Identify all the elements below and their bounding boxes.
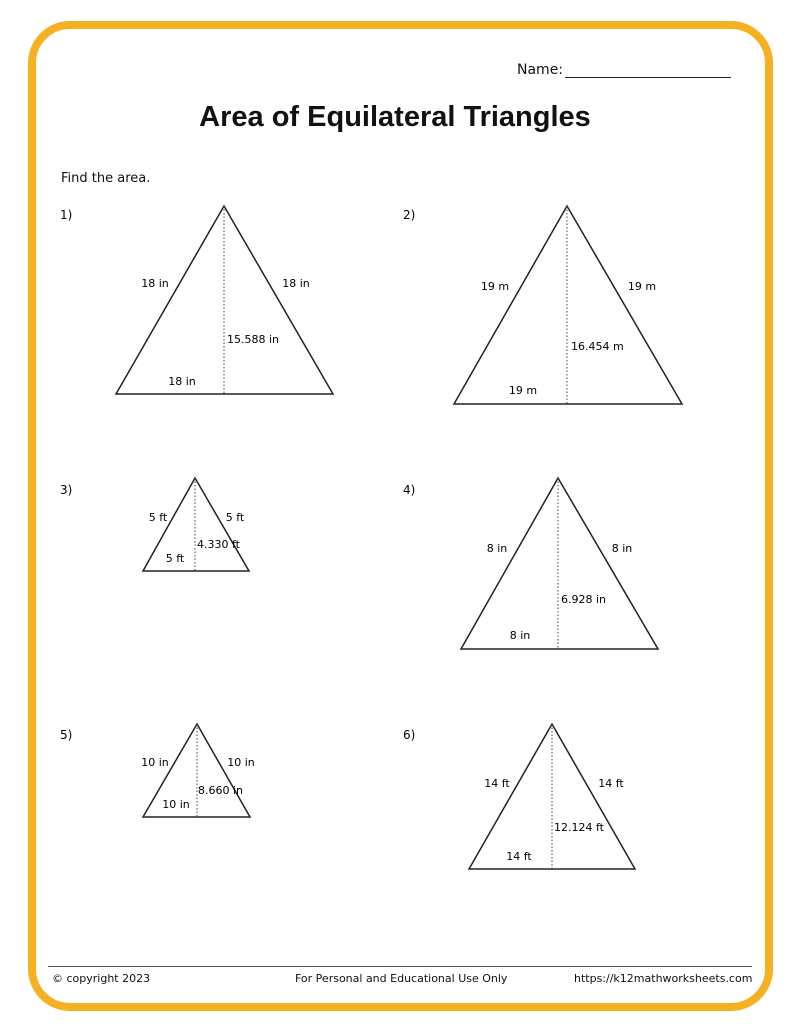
- problem-number: 6): [403, 728, 416, 742]
- problem-number: 2): [403, 208, 416, 222]
- left-side-label: 8 in: [486, 542, 508, 555]
- height-label: 16.454 m: [571, 340, 624, 353]
- base-label: 10 in: [162, 798, 190, 811]
- height-label: 15.588 in: [227, 333, 280, 346]
- left-side-label: 10 in: [141, 756, 169, 769]
- problem-number: 4): [403, 483, 416, 497]
- base-label: 8 in: [509, 629, 531, 642]
- page-title: Area of Equilateral Triangles: [199, 101, 591, 133]
- footer-usage: For Personal and Educational Use Only: [295, 972, 508, 985]
- right-side-label: 8 in: [611, 542, 633, 555]
- base-label: 5 ft: [165, 552, 185, 565]
- equilateral-triangle: [461, 478, 658, 649]
- right-side-label: 5 ft: [225, 511, 245, 524]
- left-side-label: 18 in: [141, 277, 169, 290]
- left-side-label: 5 ft: [148, 511, 168, 524]
- footer-website: https://k12mathworksheets.com: [574, 972, 753, 985]
- problem-number: 1): [60, 208, 73, 222]
- footer-divider: [48, 966, 752, 967]
- equilateral-triangle: [454, 206, 682, 404]
- right-side-label: 18 in: [282, 277, 310, 290]
- height-label: 6.928 in: [561, 593, 607, 606]
- base-label: 14 ft: [506, 850, 532, 863]
- problem-number: 3): [60, 483, 73, 497]
- right-side-label: 10 in: [227, 756, 255, 769]
- footer-copyright: © copyright 2023: [52, 972, 151, 985]
- height-label: 4.330 ft: [197, 538, 240, 551]
- right-side-label: 19 m: [627, 280, 657, 293]
- name-label: Name:: [517, 62, 564, 78]
- left-side-label: 19 m: [480, 280, 510, 293]
- instructions: Find the area.: [61, 171, 151, 186]
- base-label: 18 in: [168, 375, 196, 388]
- problem-number: 5): [60, 728, 73, 742]
- left-side-label: 14 ft: [484, 777, 510, 790]
- height-label: 8.660 in: [198, 784, 244, 797]
- base-label: 19 m: [508, 384, 538, 397]
- height-label: 12.124 ft: [554, 821, 604, 834]
- right-side-label: 14 ft: [598, 777, 624, 790]
- equilateral-triangle: [143, 478, 249, 571]
